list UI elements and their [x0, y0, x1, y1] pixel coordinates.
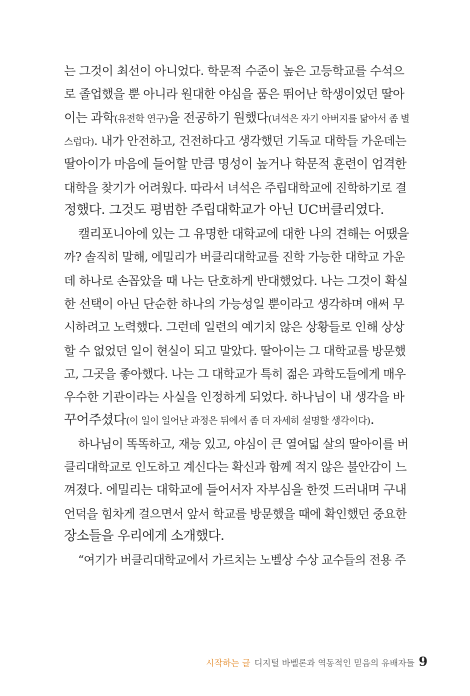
section-title: 시작하는 글: [206, 659, 251, 669]
book-title: 디지털 바벨론과 역동적인 믿음의 유배자들: [254, 659, 415, 669]
text-line: 할 수 없었던 일이 현실이 되고 말았다. 딸아이는 그 대학교를 방문했: [64, 343, 406, 358]
text-line: 장소들을 우리에게 소개했다.: [64, 529, 225, 544]
text-line: 언덕을 힘차게 걸으면서 앞서 학교를 방문했을 때에 확인했던 중요한: [64, 506, 407, 521]
text-line: 시하려고 노력했다. 그런데 일련의 예기치 않은 상황들로 인해 상상: [64, 320, 405, 335]
text-line: 스럽다). 내가 안전하고, 건전하다고 생각했던 기독교 대학들 가운데는: [64, 133, 407, 148]
text-line: 는 그것이 최선이 아니었다. 학문적 수준이 높은 고등학교를 수석으: [64, 64, 405, 78]
text-line: 이는 과학(유전학 연구)을 전공하기 원했다(녀석은 자기 아버지를 닮아서 좀 별: [64, 109, 410, 125]
text-line: 정했다. 그것도 평범한 주립대학교가 아닌 UC버클리였다.: [64, 202, 384, 218]
text-line: 우수한 기관이라는 사실을 인정하게 되었다. 하나님이 내 생각을 바: [64, 390, 405, 405]
page-number: 9: [418, 655, 428, 670]
text-line: 하나님이 똑똑하고, 재능 있고, 야심이 큰 열여덟 살의 딸아이를 버: [78, 436, 409, 451]
text-line: 대학을 찾기가 어려웠다. 따라서 녀석은 주립대학교에 진학하기로 결: [64, 180, 407, 195]
text-line: 데 하나로 손꼽았을 때 나는 단호하게 반대했었다. 나는 그것이 확실: [64, 273, 408, 288]
text-line: 딸아이가 마음에 들어할 만큼 명성이 높거나 학문적 훈련이 엄격한: [64, 156, 407, 172]
text-line: 고, 그곳을 좋아했다. 나는 그 대학교가 특히 젊은 과학도들에게 매우: [64, 366, 406, 381]
text-line: “여기가 버클리대학교에서 가르치는 노벨상 수상 교수들의 전용 주: [78, 553, 406, 568]
text-line: 한 선택이 아닌 단순한 하나의 가능성일 뿐이라고 생각하며 애써 무: [64, 297, 405, 311]
page-footer: [206, 655, 428, 671]
text-line: 캘리포니아에 있는 그 유명한 대학교에 대한 나의 견해는 어땠을: [78, 226, 409, 242]
text-line: 껴졌다. 에밀리는 대학교에 들어서자 자부심을 한껏 드러내며 구내: [64, 482, 407, 498]
text-line: 까? 솔직히 말해, 에밀리가 버클리대학교를 진학 가능한 대학교 가운: [64, 250, 405, 265]
text-line: 로 졸업했을 뿐 아니라 원대한 야심을 품은 뛰어난 학생이었던 딸아: [64, 87, 405, 102]
text-line: 꾸어주셨다(이 일이 일어난 과정은 뒤에서 좀 더 자세히 설명할 생각이다).: [64, 412, 375, 428]
text-line: 클리대학교로 인도하고 계신다는 확신과 함께 적지 않은 불안감이 느: [64, 460, 407, 475]
